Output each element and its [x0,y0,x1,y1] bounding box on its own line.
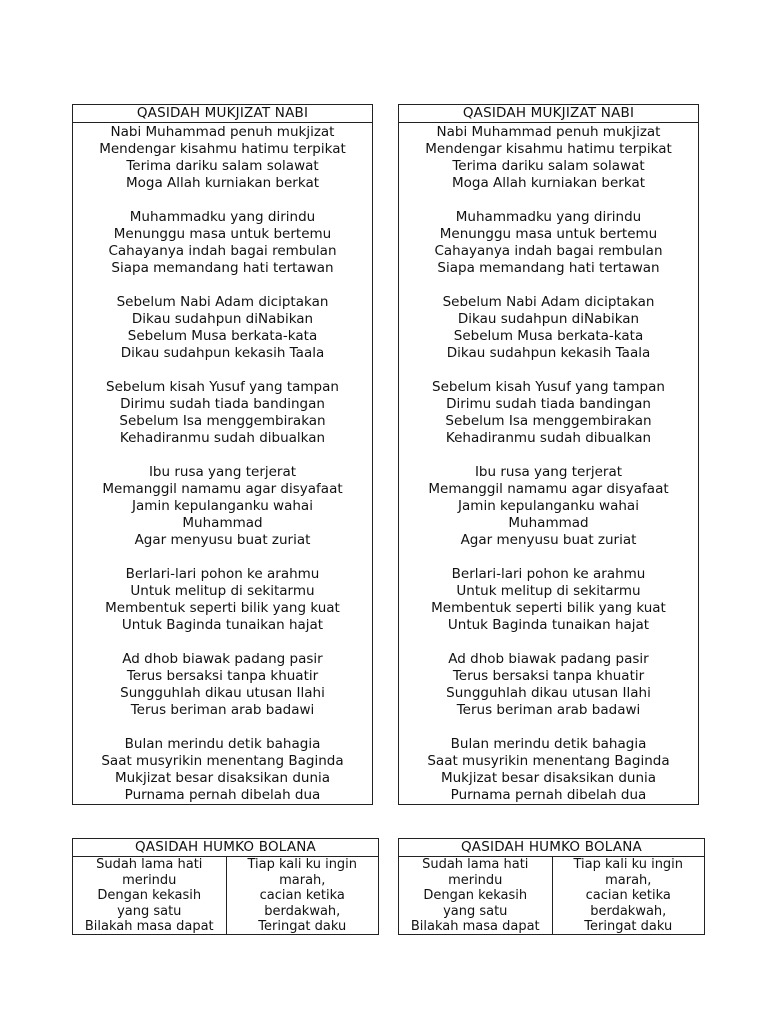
verse-line: Dikau sudahpun kekasih Taala [446,345,651,361]
verse-line: yang satu [117,903,182,919]
verse-line: Teringat daku [584,919,673,934]
qasidah-title: QASIDAH HUMKO BOLANA [399,839,704,857]
verse-line: Ibu rusa yang terjerat [474,464,623,480]
verse-line: Muhammadku yang dirindu [455,209,642,225]
verse-line: Untuk Baginda tunaikan hajat [121,617,324,633]
verse-line: Terus beriman arab badawi [130,702,315,718]
verse-line: Bilakah masa dapat [410,919,540,934]
verse-line: Mukjizat besar disaksikan dunia [440,770,657,786]
verse-line: Sebelum Musa berkata-kata [127,328,318,344]
verse-line: merindu [122,872,177,888]
stanza [73,379,372,447]
verse-line: Sebelum kisah Yusuf yang tampan [432,379,665,395]
verse-line: Kehadiranmu sudah dibualkan [119,430,326,446]
verse-line: Nabi Muhammad penuh mukjizat [110,124,335,140]
verse-line: Dirimu sudah tiada bandingan [120,396,325,412]
qasidah-title: QASIDAH MUKJIZAT NABI [399,105,698,123]
verse-line: Sudah lama hati [422,857,529,872]
verse-line: Kehadiranmu sudah dibualkan [445,430,652,446]
verse-line: Sungguhlah dikau utusan Ilahi [120,685,325,701]
verse-line: Teringat daku [258,919,347,934]
verse-line: Agar menyusu buat zuriat [460,532,637,548]
verse-line: Menunggu masa untuk bertemu [439,226,658,242]
stanza [399,566,698,634]
stanza [73,209,372,277]
verse-line: Tiap kali ku ingin [573,857,684,872]
verse-line: Cahayanya indah bagai rembulan [434,243,663,259]
verse-line: Nabi Muhammad penuh mukjizat [436,124,661,140]
stanza [73,651,372,719]
stanza [399,209,698,277]
stanza [399,379,698,447]
verse-line: Sudah lama hati [96,857,203,872]
verse-line: Moga Allah kurniakan berkat [125,175,320,191]
stanza [399,124,698,192]
verse-line: marah, [605,872,652,888]
verse-line: Dikau sudahpun kekasih Taala [120,345,325,361]
verse-line: Mendengar kisahmu hatimu terpikat [99,141,346,157]
verse-line: Sebelum kisah Yusuf yang tampan [106,379,339,395]
verse-line: Sebelum Isa menggembirakan [119,413,326,429]
verse-grid [73,857,378,935]
verse-line: cacian ketika [585,888,671,903]
verse-line: Memanggil namamu agar disyafaat [428,481,669,497]
verse-line: merindu [448,872,503,888]
verse-line: Sungguhlah dikau utusan Ilahi [446,685,651,701]
verse-line: Dengan kekasih [97,888,202,903]
verse-line: Jamin kepulanganku wahai [132,498,313,514]
verse-line: Membentuk seperti bilik yang kuat [105,600,340,616]
verse-line: Bulan merindu detik bahagia [124,736,321,752]
qasidah-title: QASIDAH HUMKO BOLANA [73,839,378,857]
verse-line: Terima dariku salam solawat [126,158,319,174]
verse-line: Siapa memandang hati tertawan [111,260,334,276]
verse-line: berdakwah, [264,903,341,919]
verse-line: Dikau sudahpun diNabikan [457,311,640,327]
verse-line: Ibu rusa yang terjerat [148,464,297,480]
verse-line: marah, [279,872,326,888]
stanza [399,736,698,804]
verse-body [399,123,698,804]
verse-line: Mukjizat besar disaksikan dunia [114,770,331,786]
verse-line: Ad dhob biawak padang pasir [448,651,649,667]
verse-line: Terus bersaksi tanpa khuatir [452,668,645,684]
verse-line: Jamin kepulanganku wahai [458,498,639,514]
verse-line: berdakwah, [590,903,667,919]
verse-line: Muhammad [508,515,589,531]
stanza [399,294,698,362]
stanza [73,566,372,634]
verse-line: Saat musyrikin menentang Baginda [101,753,344,769]
verse-line: Dirimu sudah tiada bandingan [446,396,651,412]
stanza [73,124,372,192]
verse-line: Ad dhob biawak padang pasir [122,651,323,667]
qasidah-mukjizat-box-left [72,104,373,805]
verse-line: Muhammadku yang dirindu [129,209,316,225]
verse-line: Mendengar kisahmu hatimu terpikat [425,141,672,157]
stanza [399,464,698,549]
stanza [399,651,698,719]
verse-line: Sebelum Nabi Adam diciptakan [116,294,329,310]
verse-line: Dengan kekasih [423,888,528,903]
verse-line: Terus bersaksi tanpa khuatir [126,668,319,684]
qasidah-humko-box-left [72,838,379,935]
verse-line: Muhammad [182,515,263,531]
verse-column-left [73,857,226,935]
verse-line: Menunggu masa untuk bertemu [113,226,332,242]
verse-line: Bulan merindu detik bahagia [450,736,647,752]
verse-body [73,123,372,804]
stanza [73,736,372,804]
verse-line: Sebelum Musa berkata-kata [453,328,644,344]
verse-line: Agar menyusu buat zuriat [134,532,311,548]
verse-line: Memanggil namamu agar disyafaat [102,481,343,497]
verse-line: Purnama pernah dibelah dua [124,787,321,803]
qasidah-humko-box-right [398,838,705,935]
verse-line: Untuk melitup di sekitarmu [130,583,315,599]
verse-line: Terus beriman arab badawi [456,702,641,718]
verse-line: Cahayanya indah bagai rembulan [108,243,337,259]
verse-line: Untuk melitup di sekitarmu [456,583,641,599]
verse-line: Membentuk seperti bilik yang kuat [431,600,666,616]
verse-line: yang satu [443,903,508,919]
verse-line: Berlari-lari pohon ke arahmu [125,566,320,582]
verse-grid [399,857,704,935]
stanza [73,294,372,362]
verse-line: cacian ketika [259,888,345,903]
qasidah-title: QASIDAH MUKJIZAT NABI [73,105,372,123]
verse-line: Moga Allah kurniakan berkat [451,175,646,191]
qasidah-mukjizat-box-right [398,104,699,805]
verse-line: Untuk Baginda tunaikan hajat [447,617,650,633]
verse-line: Purnama pernah dibelah dua [450,787,647,803]
stanza [73,464,372,549]
verse-line: Berlari-lari pohon ke arahmu [451,566,646,582]
verse-column-right [226,857,379,935]
verse-line: Sebelum Isa menggembirakan [445,413,652,429]
verse-line: Tiap kali ku ingin [247,857,358,872]
verse-line: Bilakah masa dapat [84,919,214,934]
verse-line: Siapa memandang hati tertawan [437,260,660,276]
verse-line: Sebelum Nabi Adam diciptakan [442,294,655,310]
verse-line: Terima dariku salam solawat [452,158,645,174]
verse-column-right [552,857,705,935]
verse-line: Saat musyrikin menentang Baginda [427,753,670,769]
verse-line: Dikau sudahpun diNabikan [131,311,314,327]
verse-column-left [399,857,552,935]
